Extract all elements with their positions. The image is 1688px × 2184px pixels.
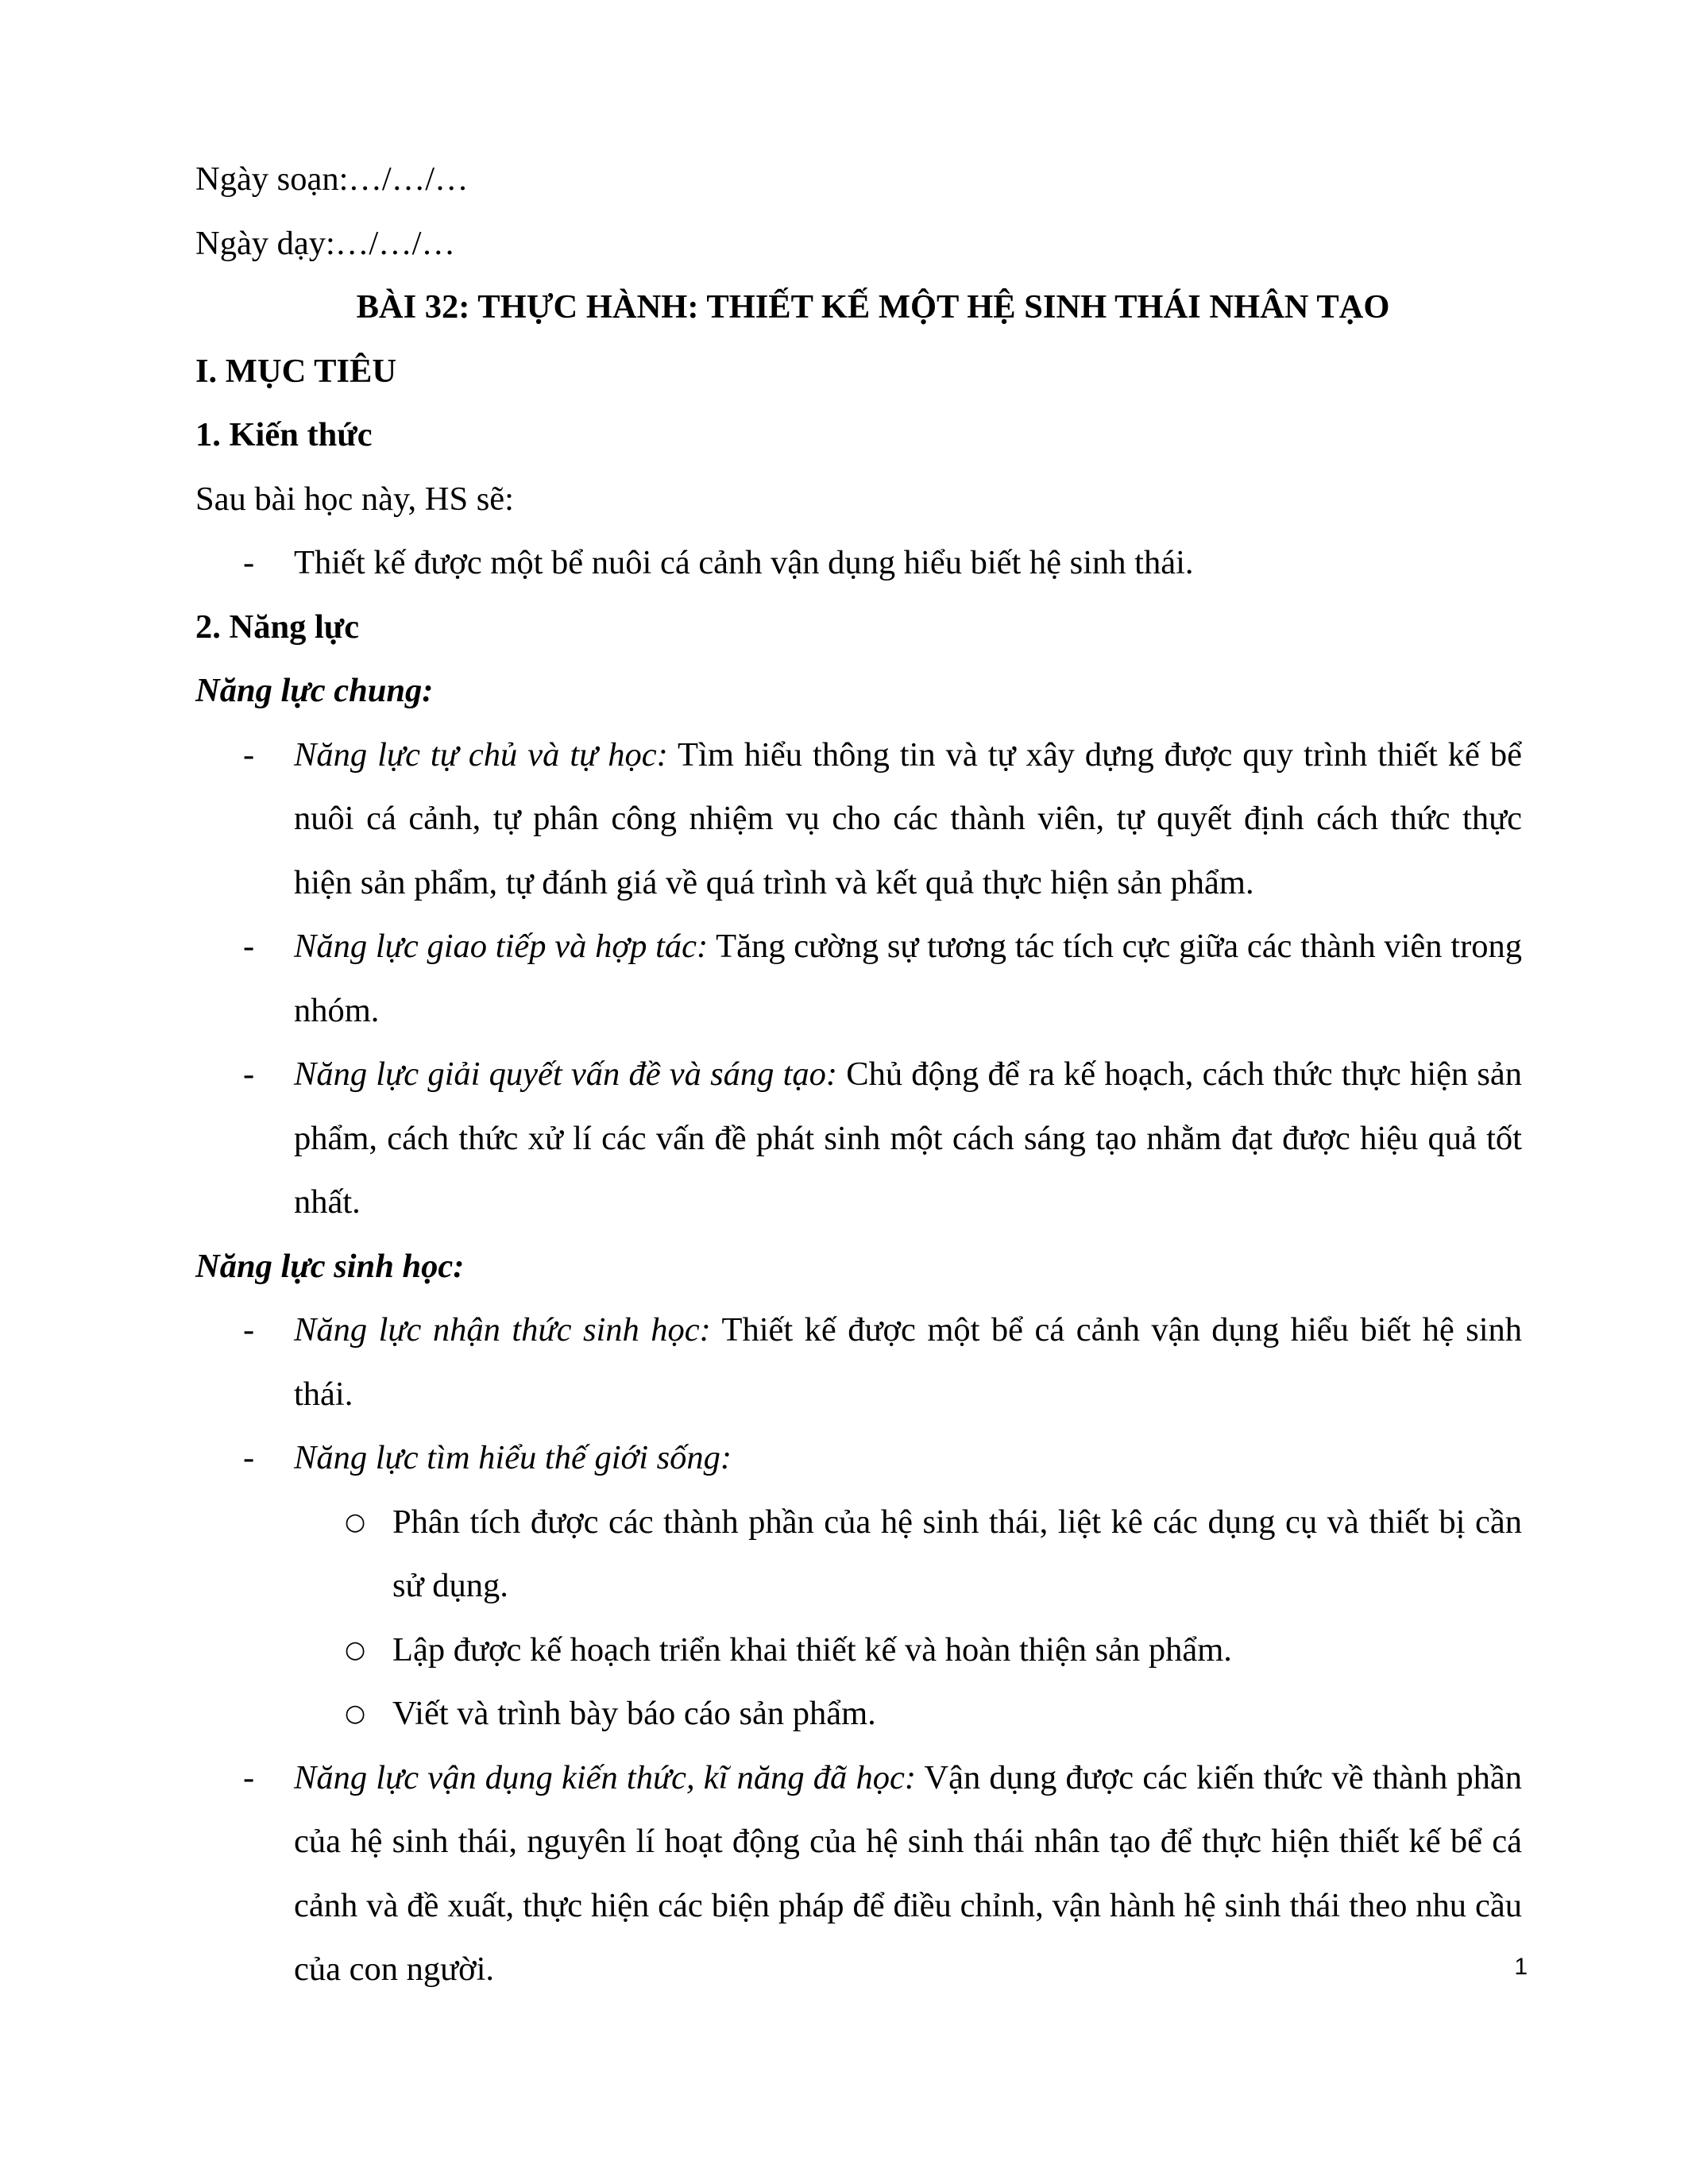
- sub-list-item-text: Lập được kế hoạch triển khai thiết kế và hoàn thiện sản phẩm.: [392, 1630, 1232, 1669]
- item-label: Năng lực giải quyết vấn đề và sáng tạo:: [294, 1055, 838, 1093]
- section-heading-objectives: I. MỤC TIÊU: [195, 352, 397, 390]
- item-label: Năng lực vận dụng kiến thức, kĩ năng đã học:: [294, 1758, 916, 1796]
- list-item: [195, 531, 1522, 596]
- subsection-heading-competence: 2. Năng lực: [195, 608, 360, 646]
- list-item-text: [294, 1746, 1522, 2002]
- sub-list-item: [195, 1491, 1522, 1619]
- list-item-text: [294, 1426, 1522, 1491]
- list-item: [195, 915, 1522, 1043]
- list-item: [195, 1043, 1522, 1235]
- item-text: Vận dụng được các kiến thức về thành phần của hệ sinh thái, nguyên lí hoạt động của hệ sinh thái nhân tạo để thực hiện thiết kế bể cá cảnh và đề xuất, thực hiện các biện pháp để điều chỉnh, vận hành hệ sinh thái theo nhu cầu của con người.: [294, 1758, 1523, 1988]
- list-item: [195, 723, 1522, 916]
- sub-list-item-text: Viết và trình bày báo cáo sản phẩm.: [392, 1695, 876, 1732]
- item-text: Tăng cường sự tương tác tích cực giữa các thành viên trong nhóm.: [294, 928, 1523, 1029]
- lesson-title: BÀI 32: THỰC HÀNH: THIẾT KẾ MỘT HỆ SINH THÁI NHÂN TẠO: [356, 288, 1390, 326]
- item-label: Năng lực giao tiếp và hợp tác:: [294, 928, 709, 965]
- item-text: Chủ động để ra kế hoạch, cách thức thực hiện sản phẩm, cách thức xử lí các vấn đề phát sinh một cách sáng tạo nhằm đạt được hiệu quả tốt nhất.: [294, 1055, 1522, 1221]
- item-text: Thiết kế được một bể cá cảnh vận dụng hiểu biết hệ sinh thái.: [294, 1311, 1523, 1413]
- sub-list-item: [195, 1619, 1522, 1683]
- list-item-text: [294, 1043, 1522, 1235]
- list-item: [195, 1298, 1522, 1426]
- item-text: Tìm hiểu thông tin và tự xây dựng được quy trình thiết kế bể nuôi cá cảnh, tự phân công nhiệm vụ cho các thành viên, tự quyết định cách thức thực hiện sản phẩm, tự đánh giá về quá trình và kết quả thực hiện sản phẩm.: [294, 735, 1523, 901]
- list-item-text: [294, 915, 1522, 1043]
- biology-competence-heading: Năng lực sinh học:: [195, 1247, 465, 1285]
- prep-date: Ngày soạn:…/…/…: [195, 160, 469, 198]
- teach-date: Ngày dạy:…/…/…: [195, 224, 455, 262]
- list-item-text: [294, 1298, 1522, 1426]
- dash-marker: -: [243, 1439, 255, 1476]
- general-competence-heading: Năng lực chung:: [195, 672, 434, 709]
- list-item: [195, 1746, 1522, 2002]
- item-label: Năng lực nhận thức sinh học:: [294, 1311, 711, 1349]
- subsection-heading-knowledge: 1. Kiến thức: [195, 416, 373, 453]
- dash-marker: -: [243, 928, 255, 965]
- list-item-text: [294, 723, 1522, 916]
- sub-list-item: [195, 1682, 1522, 1746]
- item-label: Năng lực tự chủ và tự học:: [294, 735, 668, 774]
- dash-marker: -: [243, 1055, 255, 1093]
- dash-marker: -: [243, 544, 255, 581]
- dash-marker: -: [243, 1311, 255, 1349]
- circle-bullet-icon: ○: [345, 1635, 366, 1664]
- dash-marker: -: [243, 735, 255, 774]
- knowledge-intro: Sau bài học này, HS sẽ:: [195, 480, 514, 518]
- list-item-text: Thiết kế được một bể nuôi cá cảnh vận dụng hiểu biết hệ sinh thái.: [294, 544, 1194, 581]
- page-number: 1: [1514, 1954, 1528, 1980]
- document-content: [195, 148, 1522, 2002]
- sub-list-item-text: Phân tích được các thành phần của hệ sinh thái, liệt kê các dụng cụ và thiết bị cần sử dụng.: [392, 1503, 1522, 1604]
- list-item: [195, 1426, 1522, 1491]
- circle-bullet-icon: ○: [345, 1507, 366, 1536]
- dash-marker: -: [243, 1758, 255, 1796]
- item-label: Năng lực tìm hiểu thế giới sống:: [294, 1439, 732, 1476]
- circle-bullet-icon: ○: [345, 1700, 366, 1727]
